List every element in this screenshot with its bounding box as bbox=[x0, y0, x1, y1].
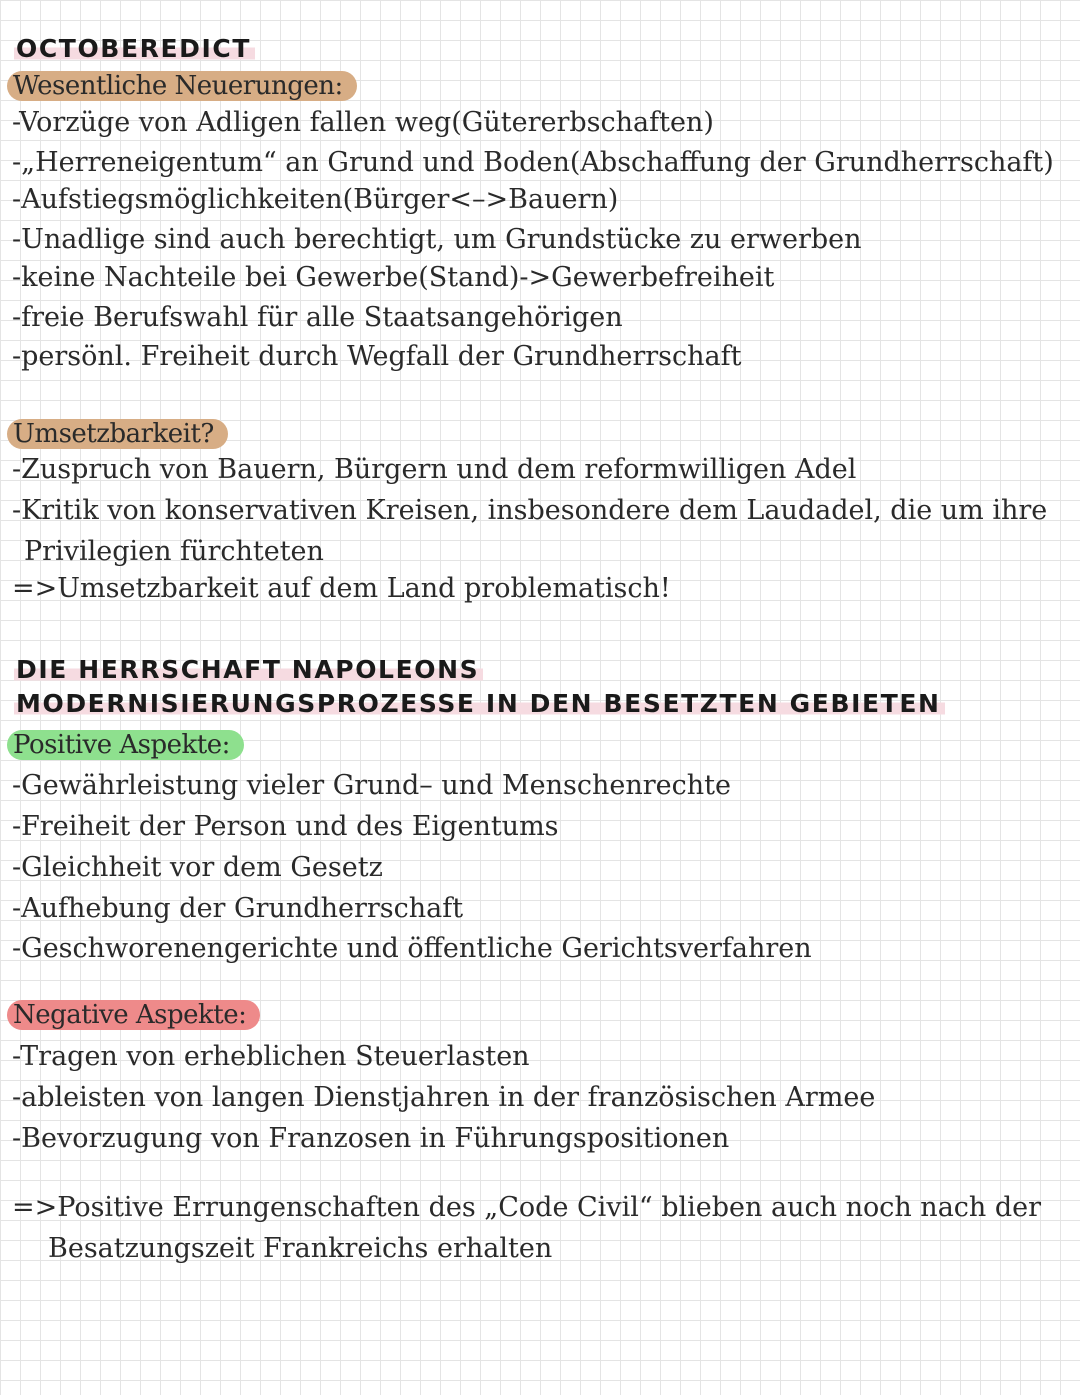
umsetzbarkeit-item: -Kritik von konservativen Kreisen, insbesondere dem Laudadel, die um ihre bbox=[12, 495, 1048, 526]
positive-item: -Freiheit der Person und des Eigentums bbox=[12, 811, 559, 842]
negative-item: -ableisten von langen Dienstjahren in der französischen Armee bbox=[12, 1082, 876, 1113]
positive-item: -Geschworenengerichte und öffentliche Gerichtsverfahren bbox=[12, 933, 812, 964]
umsetzbarkeit-item-continuation: Privilegien fürchteten bbox=[24, 536, 324, 567]
umsetzbarkeit-item: -Zuspruch von Bauern, Bürgern und dem reformwilligen Adel bbox=[12, 454, 857, 485]
negative-item: -Tragen von erheblichen Steuerlasten bbox=[12, 1041, 530, 1072]
positive-label: Positive Aspekte: bbox=[7, 730, 244, 760]
umsetzbarkeit-label: Umsetzbarkeit? bbox=[7, 419, 228, 449]
conclusion-line-continuation: Besatzungszeit Frankreichs erhalten bbox=[48, 1233, 553, 1264]
negative-label: Negative Aspekte: bbox=[7, 1000, 260, 1030]
neuerungen-item: -Unadlige sind auch berechtigt, um Grundstücke zu erwerben bbox=[12, 224, 862, 255]
negative-item: -Bevorzugung von Franzosen in Führungspositionen bbox=[12, 1123, 730, 1154]
neuerungen-label: Wesentliche Neuerungen: bbox=[7, 71, 357, 101]
neuerungen-item: -„Herreneigentum“ an Grund und Boden(Abschaffung der Grundherrschaft) bbox=[12, 147, 1054, 178]
conclusion-line: =>Positive Errungenschaften des „Code Civil“ blieben auch noch nach der bbox=[12, 1192, 1042, 1223]
positive-item: -Gewährleistung vieler Grund– und Menschenrechte bbox=[12, 770, 731, 801]
napoleon-subheading: MODERNISIERUNGSPROZESSE IN DEN BESETZTEN GEBIETEN bbox=[14, 690, 945, 718]
neuerungen-item: -freie Berufswahl für alle Staatsangehörigen bbox=[12, 302, 623, 333]
neuerungen-item: -keine Nachteile bei Gewerbe(Stand)->Gewerbefreiheit bbox=[12, 262, 775, 293]
positive-item: -Gleichheit vor dem Gesetz bbox=[12, 852, 383, 883]
neuerungen-item: -persönl. Freiheit durch Wegfall der Grundherrschaft bbox=[12, 341, 742, 372]
positive-item: -Aufhebung der Grundherrschaft bbox=[12, 893, 464, 924]
napoleon-heading: DIE HERRSCHAFT NAPOLEONS bbox=[14, 656, 483, 684]
neuerungen-item: -Vorzüge von Adligen fallen weg(Gütererbschaften) bbox=[12, 107, 714, 138]
umsetzbarkeit-conclusion: =>Umsetzbarkeit auf dem Land problematisch! bbox=[12, 573, 671, 604]
octoberedict-heading: OCTOBEREDICT bbox=[14, 35, 255, 63]
neuerungen-item: -Aufstiegsmöglichkeiten(Bürger<–>Bauern) bbox=[12, 184, 619, 215]
